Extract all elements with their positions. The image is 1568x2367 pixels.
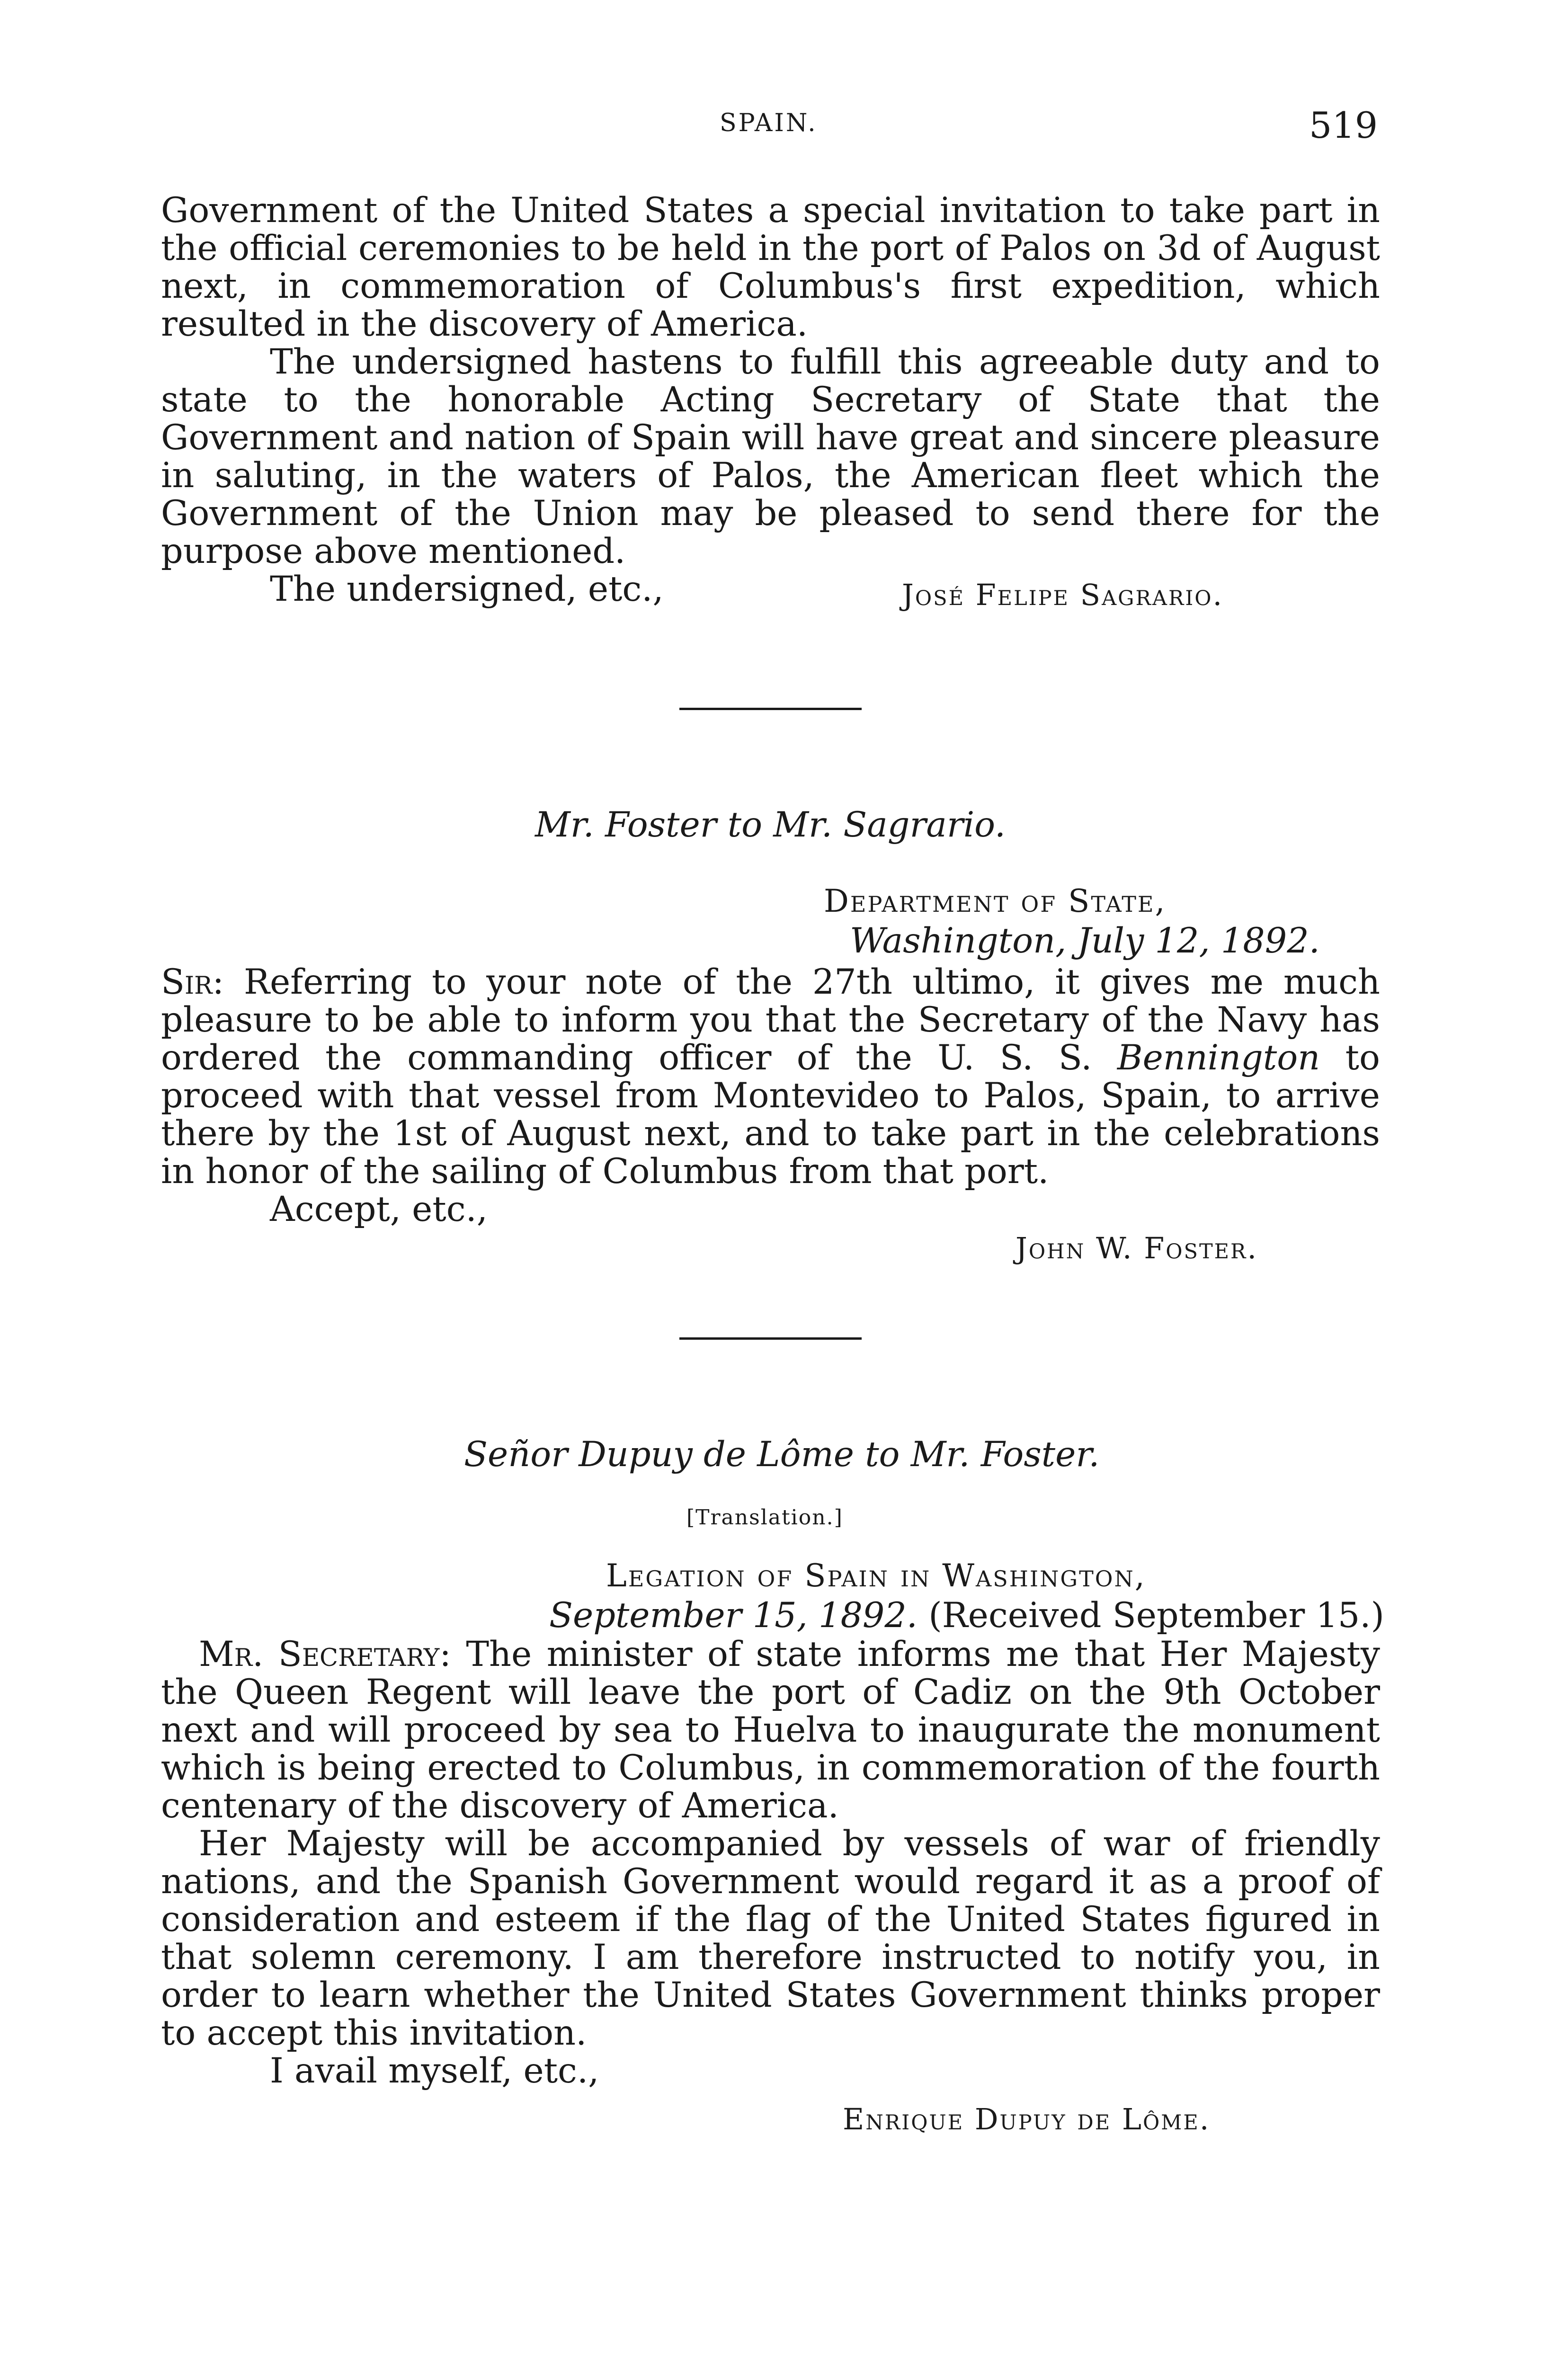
- section-divider-2: [679, 1337, 862, 1340]
- letter2-body: [161, 963, 1380, 1228]
- letter2-paragraph: [161, 963, 1380, 1191]
- letter3-paragraph-1-text: The minister of state informs me that Her Majesty the Queen Regent will leave the port of Cadiz on the 9th October next and will proceed by sea to Huelva to inaugurate the monument which is being erected to Columbus, in commemoration of the fourth centenary of the discovery of America.: [161, 1634, 1380, 1826]
- letter1-body: [161, 192, 1380, 608]
- letter1-paragraph-1: Government of the United States a special invitation to take part in the official ceremonies to be held in the port of Palos on 3d of August next, in commemoration of Columbus's first expedition, which resulted in the discovery of America.: [161, 190, 1380, 344]
- letter2-signature: John W. Foster.: [1016, 1231, 1258, 1265]
- letter2-dateline: Washington, July 12, 1892.: [850, 921, 1320, 961]
- letter3-address-line-1: Legation of Spain in Washington,: [606, 1557, 1146, 1594]
- letter1-paragraph-2: The undersigned hastens to fulfill this agreeable duty and to state to the honorable Acting Secretary of State that the Government and nation of Spain will have great and sincere pleasure in saluting, in the waters of Palos, the American fleet which the Government of the Union may be pleased to send there for the purpose above mentioned.: [161, 342, 1380, 571]
- letter3-paragraph-2: Her Majesty will be accompanied by vessels of war of friendly nations, and the Spanish Government would regard it as a proof of consideration and esteem if the flag of the United States figured in that solemn ceremony. I am therefore instructed to notify you, in order to learn whether the United States Government thinks proper to accept this invitation.: [161, 1824, 1380, 2053]
- letter3-salutation: Mr. Secretary:: [199, 1634, 451, 1674]
- letter3-dateline: [549, 1595, 1384, 1636]
- letter2-vessel-name: Bennington: [1117, 1038, 1320, 1078]
- letter3-date: September 15, 1892.: [549, 1595, 918, 1636]
- translation-note: [Translation.]: [686, 1505, 843, 1530]
- letter3-received: (Received September 15.): [928, 1595, 1384, 1636]
- section-divider-1: [679, 708, 862, 710]
- letter2-closing: Accept, etc.,: [270, 1189, 488, 1229]
- letter3-body: [161, 1636, 1380, 2090]
- letter2-body-part-1: Referring to your note of the 27th ultimo, it gives me much pleasure to be able to inform you that the Secretary of the Navy has ordered the commanding officer of the U. S. S.: [161, 962, 1380, 1078]
- page-number: 519: [1309, 104, 1378, 146]
- letter2-address-line-1: Department of State,: [824, 883, 1167, 919]
- letter2-body-part-2: to proceed with that vessel from Montevideo to Palos, Spain, to arrive there by the 1st of August next, and to take part in the celebrations in honor of the sailing of Columbus from that port.: [161, 1038, 1380, 1192]
- letter3-heading: Señor Dupuy de Lôme to Mr. Foster.: [464, 1434, 1100, 1475]
- letter3-signature: Enrique Dupuy de Lôme.: [843, 2102, 1211, 2136]
- letter2-heading: Mr. Foster to Mr. Sagrario.: [535, 805, 1006, 845]
- running-head: SPAIN.: [720, 109, 818, 137]
- letter1-closing: The undersigned, etc.,: [270, 569, 664, 609]
- letter1-signature: José Felipe Sagrario.: [902, 578, 1224, 612]
- letter3-paragraph-1: [161, 1636, 1380, 1825]
- letter2-salutation: Sir:: [161, 962, 224, 1002]
- letter3-closing: I avail myself, etc.,: [270, 2051, 599, 2091]
